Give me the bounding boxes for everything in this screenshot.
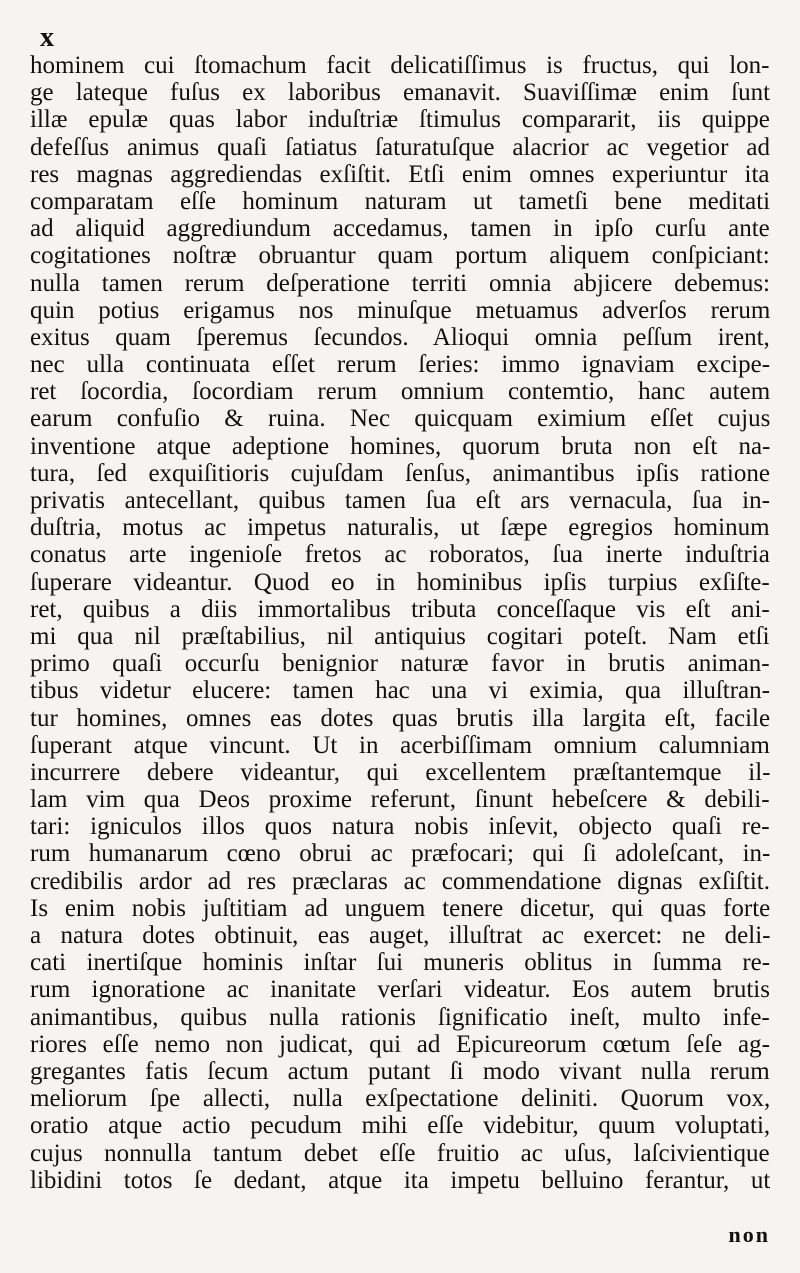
text-line: oratio atque actio pecudum mihi eſſe videbitur, quum voluptati, xyxy=(30,1112,770,1140)
page-number: x xyxy=(40,22,55,53)
text-line: ad aliquid aggrediundum accedamus, tamen in ipſo curſu ante xyxy=(30,215,770,243)
body-text xyxy=(30,52,770,1194)
text-line: ret, quibus a diis immortalibus tributa conceſſaque vis eſt ani- xyxy=(30,595,770,623)
text-line: ge lateque fuſus ex laboribus emanavit. Suaviſſimæ enim ſunt xyxy=(30,79,770,107)
text-line: cujus nonnulla tantum debet eſſe fruitio ac uſus, laſcivientique xyxy=(30,1139,770,1167)
text-line: incurrere debere videantur, qui excellentem præſtantemque il- xyxy=(30,758,770,786)
text-line: libidini totos ſe dedant, atque ita impetu belluino ferantur, ut xyxy=(30,1166,770,1194)
text-line: illæ epulæ quas labor induſtriæ ſtimulus compararit, iis quippe xyxy=(30,106,770,134)
text-line: tibus videtur elucere: tamen hac una vi eximia, qua illuſtran- xyxy=(30,677,770,705)
text-line: rum humanarum cœno obrui ac præfocari; qui ſi adoleſcant, in- xyxy=(30,840,770,868)
text-line: quin potius erigamus nos minuſque metuamus adverſos rerum xyxy=(30,296,770,324)
catchword: non xyxy=(728,1222,770,1247)
text-line: nulla tamen rerum deſperatione territi omnia abjicere debemus: xyxy=(30,269,770,297)
text-line: res magnas aggrediendas exſiſtit. Etſi enim omnes experiuntur ita xyxy=(30,160,770,188)
text-line: a natura dotes obtinuit, eas auget, illuſtrat ac exercet: ne deli- xyxy=(30,922,770,949)
text-line: earum confuſio & ruina. Nec quicquam eximium eſſet cujus xyxy=(30,405,770,433)
text-line: credibilis ardor ad res præclaras ac commendatione dignas exſiſtit. xyxy=(30,867,770,895)
text-line: defeſſus animus quaſi ſatiatus ſaturatuſque alacrior ac vegetior ad xyxy=(30,133,770,161)
text-line: nec ulla continuata eſſet rerum ſeries: immo ignaviam excipe- xyxy=(30,351,770,379)
text-line: animantibus, quibus nulla rationis ſignificatio ineſt, multo infe- xyxy=(30,1003,770,1031)
text-line: hominem cui ſtomachum facit delicatiſſimus is fructus, qui lon- xyxy=(30,52,770,79)
text-line: gregantes fatis ſecum actum putant ſi modo vivant nulla rerum xyxy=(30,1057,770,1085)
text-line: rum ignoratione ac inanitate verſari videatur. Eos autem brutis xyxy=(30,976,770,1004)
text-line: tari: igniculos illos quos natura nobis inſevit, objecto quaſi re- xyxy=(30,813,770,841)
text-line: cati inertiſque hominis inſtar ſui muneris oblitus in ſumma re- xyxy=(30,949,770,977)
text-line: conatus arte ingenioſe fretos ac roboratos, ſua inerte induſtria xyxy=(30,541,770,569)
text-line: comparatam eſſe hominum naturam ut tametſi bene meditati xyxy=(30,187,770,215)
text-line: ſuperant atque vincunt. Ut in acerbiſſimam omnium calumniam xyxy=(30,731,770,759)
text-line: tura, ſed exquiſitioris cujuſdam ſenſus, animantibus ipſis ratione xyxy=(30,459,770,487)
text-line: riores eſſe nemo non judicat, qui ad Epicureorum cœtum ſeſe ag- xyxy=(30,1030,770,1058)
text-line: privatis antecellant, quibus tamen ſua eſt ars vernacula, ſua in- xyxy=(30,487,770,514)
text-line: lam vim qua Deos proxime referunt, ſinunt hebeſcere & debili- xyxy=(30,786,770,814)
text-line: exitus quam ſperemus ſecundos. Alioqui omnia peſſum irent, xyxy=(30,323,770,351)
text-line: inventione atque adeptione homines, quorum bruta non eſt na- xyxy=(30,432,770,460)
text-line: ret ſocordia, ſocordiam rerum omnium contemtio, hanc autem xyxy=(30,378,770,406)
text-line: Is enim nobis juſtitiam ad unguem tenere dicetur, qui quas forte xyxy=(30,894,770,922)
text-line: duſtria, motus ac impetus naturalis, ut ſæpe egregios hominum xyxy=(30,514,770,542)
text-line: meliorum ſpe allecti, nulla exſpectatione deliniti. Quorum vox, xyxy=(30,1085,770,1113)
text-line: primo quaſi occurſu benignior naturæ favor in brutis animan- xyxy=(30,650,770,678)
text-line: tur homines, omnes eas dotes quas brutis illa largita eſt, facile xyxy=(30,704,770,732)
text-line: mi qua nil præſtabilius, nil antiquius cogitari poteſt. Nam etſi xyxy=(30,622,770,650)
text-line: cogitationes noſtræ obruantur quam portum aliquem conſpiciant: xyxy=(30,242,770,270)
text-line: ſuperare videantur. Quod eo in hominibus ipſis turpius exſiſte- xyxy=(30,568,770,596)
